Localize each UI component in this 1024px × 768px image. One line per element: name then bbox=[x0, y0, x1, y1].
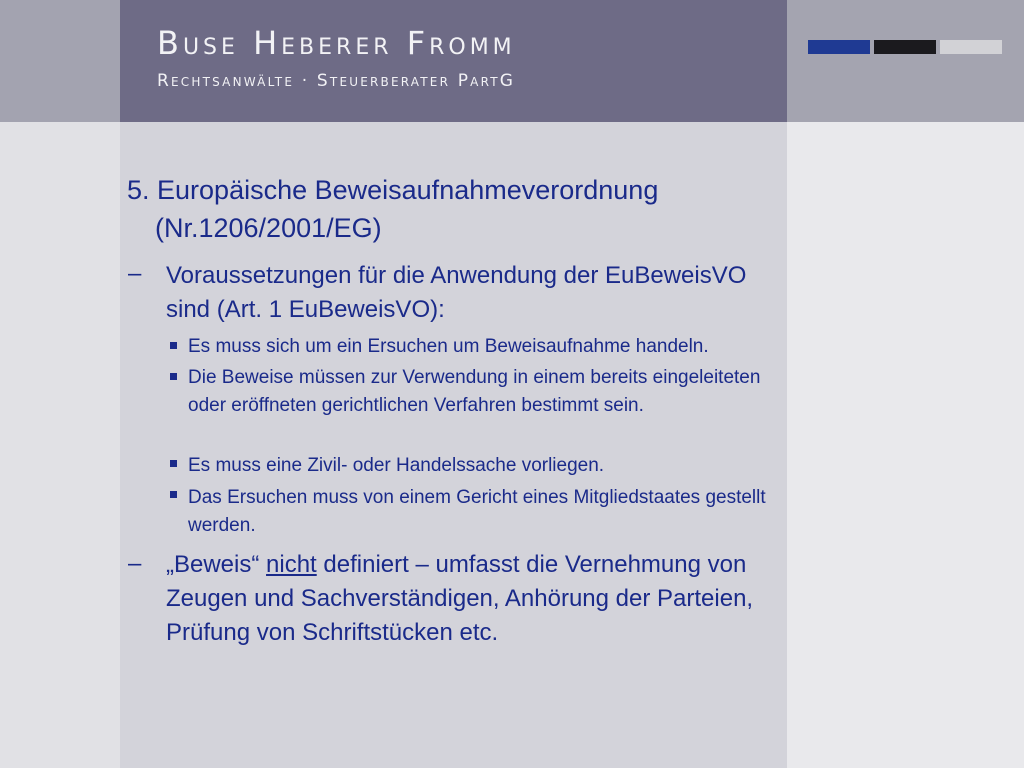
sub-bullet-request: Es muss sich um ein Ersuchen um Beweisaufnahme handeln. bbox=[188, 336, 709, 357]
bullet-definition bbox=[166, 548, 776, 650]
definition-text-rest: definiert – umfasst die Vernehmung von Zeugen und Sachverständigen, Anhörung der Parteien, Prüfung von Schriftstücken etc. bbox=[166, 551, 754, 646]
accent-bar-blue bbox=[808, 40, 870, 54]
definition-text-start: „Beweis“ bbox=[166, 551, 267, 578]
dash-bullet-icon: – bbox=[128, 260, 142, 287]
square-bullet-icon bbox=[170, 491, 177, 498]
slide-title-line-2: (Nr.1206/2001/EG) bbox=[155, 213, 382, 243]
square-bullet-icon bbox=[170, 460, 177, 467]
sub-bullet-court: Das Ersuchen muss von einem Gericht eines Mitgliedstaates gestellt werden. bbox=[188, 487, 766, 536]
definition-underlined-word: nicht bbox=[266, 551, 317, 578]
accent-bar-black bbox=[874, 40, 936, 54]
accent-bar-grey bbox=[940, 40, 1002, 54]
sub-bullet-civil-matter: Es muss eine Zivil- oder Handelssache vorliegen. bbox=[188, 455, 605, 476]
firm-subtitle: Rechtsanwälte · Steuerberater PartG bbox=[157, 71, 516, 91]
square-bullet-icon bbox=[170, 342, 177, 349]
sub-bullet-proceedings: Die Beweise müssen zur Verwendung in einem bereits eingeleiteten oder eröffneten gerichtlichen Verfahren bestimmt sein. bbox=[188, 367, 761, 416]
bullet-requirements: Voraussetzungen für die Anwendung der EuBeweisVO sind (Art. 1 EuBeweisVO): bbox=[166, 262, 747, 323]
square-bullet-icon bbox=[170, 373, 177, 380]
slide-title-line-1: 5. Europäische Beweisaufnahmeverordnung bbox=[127, 175, 659, 205]
firm-name-logo: Buse Heberer Fromm bbox=[157, 24, 516, 62]
header-band-left bbox=[0, 0, 120, 122]
dash-bullet-icon: – bbox=[128, 550, 142, 577]
header-band-right bbox=[787, 0, 1024, 122]
